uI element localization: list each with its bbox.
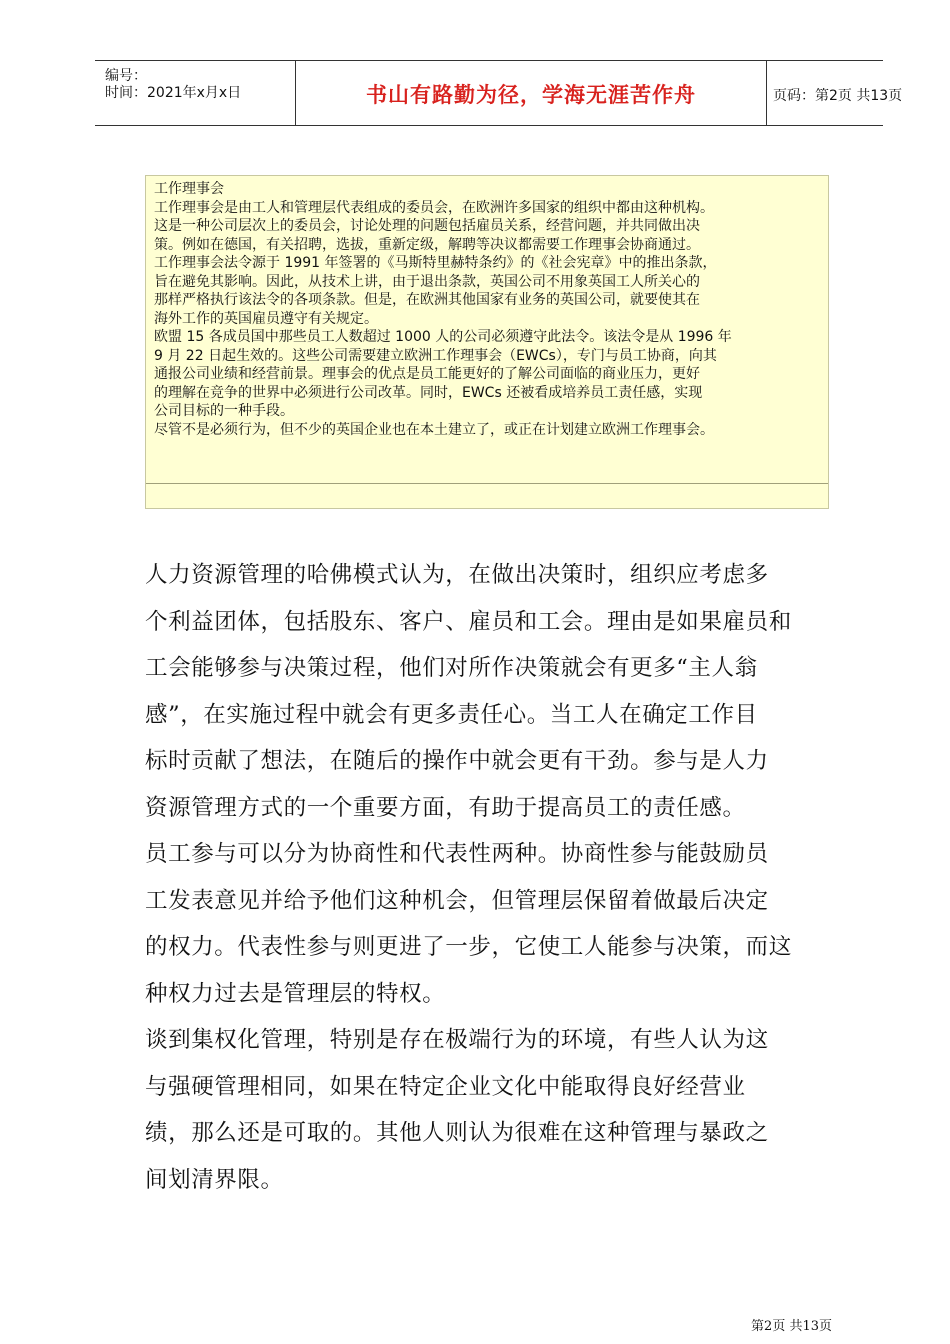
header-left-cell: [95, 61, 295, 125]
info-box-line: 工作理事会法令源于 1991 年签署的《马斯特里赫特条约》的《社会宪章》中的推出条款，: [154, 255, 717, 271]
info-box-line: 9 月 22 日起生效的。这些公司需要建立欧洲工作理事会（EWCs），专门与员工协商，向其: [154, 347, 717, 364]
time-label: 时间：2021年x月x日: [105, 85, 242, 101]
info-box-line: 那样严格执行该法令的各项条款。但是，在欧洲其他国家有业务的英国公司，就要使其在: [154, 292, 700, 308]
motto: 书山有路勤为径，学海无涯苦作舟: [366, 82, 696, 107]
paragraph-line: 员工参与可以分为协商性和代表性两种。协商性参与能鼓励员: [145, 841, 769, 867]
paragraph-line: 种权力过去是管理层的特权。: [145, 980, 446, 1007]
info-box-line: 欧盟 15 各成员国中那些员工人数超过 1000 人的公司必须遵守此法令。该法令是从 1996 年: [154, 329, 732, 345]
info-box-line: 尽管不是必须行为，但不少的英国企业也在本土建立了，或正在计划建立欧洲工作理事会。: [154, 421, 714, 438]
paragraph-line: 间划清界限。: [145, 1166, 284, 1193]
number-label: 编号：: [105, 68, 147, 84]
footer-page-label: 第2页 共13页: [751, 1319, 832, 1334]
page-header: [95, 60, 903, 126]
info-box-line: 公司目标的一种手段。: [154, 403, 294, 419]
body-text: [145, 552, 845, 1203]
header-page-label: 页码：第2页 共13页: [773, 88, 903, 104]
paragraph-line: 标时贡献了想法，在随后的操作中就会更有干劲。参与是人力: [145, 748, 769, 774]
paragraph-line: 感”，在实施过程中就会有更多责任心。当工人在确定工作目: [145, 701, 758, 728]
info-box-line: 通报公司业绩和经营前景。理事会的优点是员工能更好的了解公司面临的商业压力，更好: [154, 366, 700, 382]
paragraph-line: 资源管理方式的一个重要方面，有助于提高员工的责任感。: [145, 794, 746, 821]
paragraph-line: 工会能够参与决策过程，他们对所作决策就会有更多“主人翁: [145, 655, 758, 681]
header-motto-cell: [295, 61, 767, 125]
paragraph-centralization: [145, 1017, 845, 1203]
info-box-line: 旨在避免其影响。因此，从技术上讲，由于退出条款，英国公司不用象英国工人所关心的: [154, 273, 700, 290]
paragraph-line: 的权力。代表性参与则更进了一步，它使工人能参与决策，而这: [145, 934, 792, 960]
info-box-line: 这是一种公司层次上的委员会，讨论处理的问题包括雇员关系，经营问题，并共同做出决: [154, 218, 700, 234]
paragraph-line: 谈到集权化管理，特别是存在极端行为的环境，有些人认为这: [145, 1027, 769, 1053]
paragraph-line: 工发表意见并给予他们这种机会，但管理层保留着做最后决定: [145, 887, 769, 914]
info-box: [145, 175, 829, 509]
info-box-text: [146, 176, 828, 484]
paragraph-line: 人力资源管理的哈佛模式认为，在做出决策时，组织应考虑多: [145, 562, 769, 588]
header-right-cell: [765, 61, 903, 125]
info-box-line: 的理解在竞争的世界中必须进行公司改革。同时，EWCs 还被看成培养员工责任感，实现: [154, 384, 703, 401]
info-box-title: 工作理事会: [154, 181, 224, 197]
paragraph-line: 绩，那么还是可取的。其他人则认为很难在这种管理与暴政之: [145, 1120, 769, 1146]
info-box-line: 工作理事会是由工人和管理层代表组成的委员会，在欧洲许多国家的组织中都由这种机构。: [154, 199, 714, 216]
paragraph-types: [145, 831, 845, 1017]
paragraph-participation: [145, 552, 845, 831]
paragraph-line: 个利益团体，包括股东、客户、雇员和工会。理由是如果雇员和: [145, 608, 792, 635]
info-box-line: 海外工作的英国雇员遵守有关规定。: [154, 310, 378, 327]
info-box-line: 策。例如在德国，有关招聘，选拔，重新定级，解聘等决议都需要工作理事会协商通过。: [154, 236, 700, 253]
paragraph-line: 与强硬管理相同，如果在特定企业文化中能取得良好经营业: [145, 1073, 746, 1100]
